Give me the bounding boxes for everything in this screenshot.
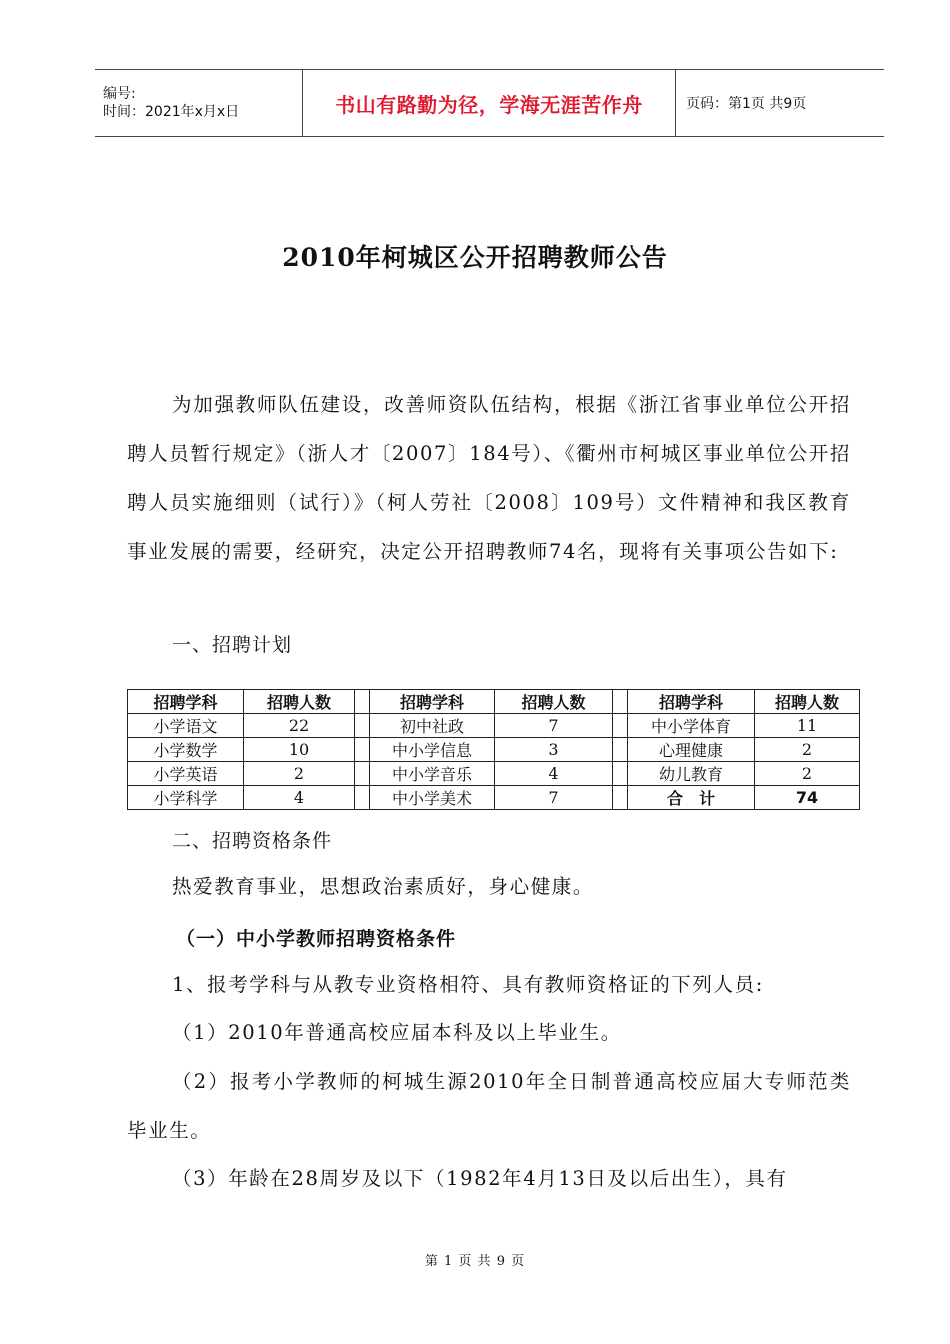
table-header: 招聘人数 xyxy=(495,690,613,714)
table-spacer xyxy=(613,762,628,786)
number-label: 编号: xyxy=(103,86,136,102)
total-value-cell: 74 xyxy=(755,786,860,810)
header-meta xyxy=(95,70,303,136)
table-cell: 4 xyxy=(244,786,355,810)
qualifications-intro: 热爱教育事业，思想政治素质好，身心健康。 xyxy=(172,875,595,898)
table-cell: 中小学信息 xyxy=(370,738,495,762)
table-cell: 小学数学 xyxy=(128,738,244,762)
table-cell: 心理健康 xyxy=(628,738,755,762)
intro-paragraph: 为加强教师队伍建设，改善师资队伍结构，根据《浙江省事业单位公开招聘人员暂行规定》（浙人才〔2007〕184号）、《衢州市柯城区事业单位公开招聘人员实施细则（试行）》（柯人劳社〔2008〕109号）文件精神和我区教育事业发展的需要，经研究，决定公开招聘教师74名，现将有关事项公告如下: xyxy=(127,393,851,563)
table-spacer xyxy=(355,714,370,738)
table-row xyxy=(128,714,860,738)
table-header: 招聘学科 xyxy=(370,690,495,714)
table-header: 招聘人数 xyxy=(755,690,860,714)
table-header: 招聘学科 xyxy=(128,690,244,714)
table-cell: 中小学音乐 xyxy=(370,762,495,786)
table-cell: 初中社政 xyxy=(370,714,495,738)
table-cell: 中小学美术 xyxy=(370,786,495,810)
time-label: 时间：2021年x月x日 xyxy=(103,104,240,120)
item-1-3: （3）年龄在28周岁及以下（1982年4月13日及以后出生），具有 xyxy=(172,1167,788,1190)
item-1: 1、报考学科与从教专业资格相符、具有教师资格证的下列人员: xyxy=(172,973,764,996)
item-1-2: （2）报考小学教师的柯城生源2010年全日制普通高校应届大专师范类毕业生。 xyxy=(127,1070,851,1142)
table-spacer xyxy=(355,762,370,786)
document-title: 2010年柯城区公开招聘教师公告 xyxy=(282,243,668,272)
table-cell: 幼儿教育 xyxy=(628,762,755,786)
page-header xyxy=(95,69,884,137)
table-cell: 3 xyxy=(495,738,613,762)
table-cell: 22 xyxy=(244,714,355,738)
table-row xyxy=(128,738,860,762)
table-cell: 小学语文 xyxy=(128,714,244,738)
table-cell: 7 xyxy=(495,786,613,810)
header-motto: 书山有路勤为径，学海无涯苦作舟 xyxy=(303,70,676,136)
header-page-label: 页码：第1页 共9页 xyxy=(686,96,807,112)
table-spacer xyxy=(613,738,628,762)
section-heading-qualifications: 二、招聘资格条件 xyxy=(172,830,333,852)
recruitment-plan-table xyxy=(127,689,860,810)
table-spacer xyxy=(355,786,370,810)
table-cell: 小学英语 xyxy=(128,762,244,786)
table-cell: 中小学体育 xyxy=(628,714,755,738)
table-cell: 4 xyxy=(495,762,613,786)
table-spacer xyxy=(613,714,628,738)
table-spacer xyxy=(613,690,628,714)
item-1-1: （1）2010年普通高校应届本科及以上毕业生。 xyxy=(172,1021,622,1044)
table-cell: 7 xyxy=(495,714,613,738)
table-header: 招聘人数 xyxy=(244,690,355,714)
table-spacer xyxy=(355,738,370,762)
table-spacer xyxy=(355,690,370,714)
table-row xyxy=(128,762,860,786)
subsection-heading: （一）中小学教师招聘资格条件 xyxy=(176,928,457,950)
table-cell: 11 xyxy=(755,714,860,738)
page-footer: 第 1 页 共 9 页 xyxy=(424,1254,526,1269)
table-cell: 10 xyxy=(244,738,355,762)
section-heading-plan: 一、招聘计划 xyxy=(172,634,293,656)
table-spacer xyxy=(613,786,628,810)
table-row xyxy=(128,786,860,810)
table-cell: 小学科学 xyxy=(128,786,244,810)
table-cell: 2 xyxy=(755,762,860,786)
table-cell: 2 xyxy=(244,762,355,786)
table-header: 招聘学科 xyxy=(628,690,755,714)
total-label-cell: 合 计 xyxy=(628,786,755,810)
table-header-row xyxy=(128,690,860,714)
table-cell: 2 xyxy=(755,738,860,762)
